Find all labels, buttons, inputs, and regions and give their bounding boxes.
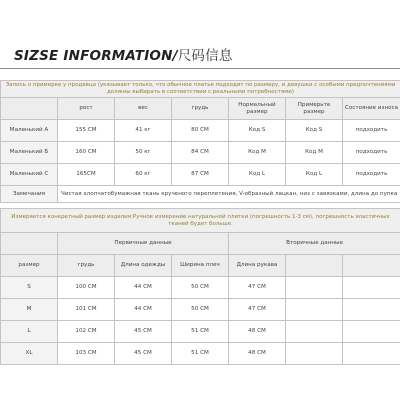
remark-label: Замечания xyxy=(1,186,58,203)
table-cell: 155 CM xyxy=(58,120,115,142)
remark-text: Чистая хлопчатобумажная ткань крученого переплетения, V-образный лацкан, низ с завязками, длина до пупка xyxy=(58,186,400,203)
table-cell: 48 CM xyxy=(229,321,286,343)
table2-note-row xyxy=(1,209,400,233)
table-cell: 50 CM xyxy=(172,299,229,321)
header-cell: грудь xyxy=(58,255,115,277)
table-cell: 101 CM xyxy=(58,299,115,321)
table-cell: Код M xyxy=(286,142,343,164)
table1-note: Запись о примерке у продавца (указывает только, что обычное платье подходит по размеру, и девушки с особыми предпочтениями должны выбирать в соответствии с реальными потребностями) xyxy=(1,81,400,98)
table-cell: Маленький А xyxy=(1,120,58,142)
table-cell xyxy=(343,343,400,365)
table-cell xyxy=(343,277,400,299)
table-cell: 80 CM xyxy=(172,120,229,142)
table-cell: 45 CM xyxy=(115,343,172,365)
table-row xyxy=(1,277,400,299)
table-cell: подходить xyxy=(343,142,400,164)
table-cell: Код L xyxy=(229,164,286,186)
header-cell: Длина одежды xyxy=(115,255,172,277)
table-cell: M xyxy=(1,299,58,321)
title-divider xyxy=(0,68,400,69)
table-cell: 100 CM xyxy=(58,277,115,299)
header-cell xyxy=(1,233,58,255)
table-cell: Код S xyxy=(286,120,343,142)
size-measurement-table xyxy=(0,208,400,365)
table-cell: 44 CM xyxy=(115,299,172,321)
title-cn: 尺码信息 xyxy=(177,48,233,64)
header-cell: размер xyxy=(1,255,58,277)
header-cell: Длина рукава xyxy=(229,255,286,277)
table-cell: Маленький С xyxy=(1,164,58,186)
header-cell: рост xyxy=(58,98,115,120)
table-cell xyxy=(286,343,343,365)
table-cell: Код M xyxy=(229,142,286,164)
table-cell: 84 CM xyxy=(172,142,229,164)
table2-group-row xyxy=(1,233,400,255)
title-main: SIZSE INFORMATION/ xyxy=(14,48,178,64)
page-title xyxy=(14,44,233,64)
table-cell: 50 CM xyxy=(172,277,229,299)
header-cell: Примерьте размер xyxy=(286,98,343,120)
table-cell: Код S xyxy=(229,120,286,142)
table-row xyxy=(1,343,400,365)
table-row xyxy=(1,120,400,142)
table-cell xyxy=(343,299,400,321)
header-cell xyxy=(286,255,343,277)
header-cell: Ширина плеч xyxy=(172,255,229,277)
table-cell: Код L xyxy=(286,164,343,186)
group-primary-header: Первичные данные xyxy=(58,233,229,255)
table2-header-row xyxy=(1,255,400,277)
table-cell: S xyxy=(1,277,58,299)
table-cell: 50 кг xyxy=(115,142,172,164)
table1-remark-row xyxy=(1,186,400,203)
table-cell: подходить xyxy=(343,120,400,142)
table-cell: 160 CM xyxy=(58,142,115,164)
table-cell: 41 кг xyxy=(115,120,172,142)
table2-note: Измеряется конкретный размер изделия:Ручное измерение натуральной плитки (погрешность 1-3 см), погрешность эластичных тканей будет больше. xyxy=(1,209,400,233)
table-cell: 47 CM xyxy=(229,277,286,299)
table-cell: 48 CM xyxy=(229,343,286,365)
table-row xyxy=(1,164,400,186)
table-cell: 47 CM xyxy=(229,299,286,321)
table-row xyxy=(1,321,400,343)
table-cell: Маленький Б xyxy=(1,142,58,164)
table-cell: 51 CM xyxy=(172,343,229,365)
table-cell: 165CM xyxy=(58,164,115,186)
table-row xyxy=(1,142,400,164)
header-cell: Нормальный размер xyxy=(229,98,286,120)
table-cell: 51 CM xyxy=(172,321,229,343)
header-cell xyxy=(343,255,400,277)
table-cell: 60 кг xyxy=(115,164,172,186)
table-cell xyxy=(286,299,343,321)
table-cell: L xyxy=(1,321,58,343)
table-cell: XL xyxy=(1,343,58,365)
table-cell: 45 CM xyxy=(115,321,172,343)
header-cell: грудь xyxy=(172,98,229,120)
table-cell: 44 CM xyxy=(115,277,172,299)
table-cell xyxy=(286,277,343,299)
table-cell: подходить xyxy=(343,164,400,186)
table-cell: 103 CM xyxy=(58,343,115,365)
group-secondary-header: Вторичные данные xyxy=(229,233,400,255)
header-cell: вес xyxy=(115,98,172,120)
header-cell xyxy=(1,98,58,120)
table-cell: 102 CM xyxy=(58,321,115,343)
table-cell xyxy=(343,321,400,343)
table1-note-row xyxy=(1,81,400,98)
table1-header-row xyxy=(1,98,400,120)
table-cell xyxy=(286,321,343,343)
table-row xyxy=(1,299,400,321)
fitting-record-table xyxy=(0,80,400,203)
header-cell: Состояние износа xyxy=(343,98,400,120)
table-cell: 87 CM xyxy=(172,164,229,186)
